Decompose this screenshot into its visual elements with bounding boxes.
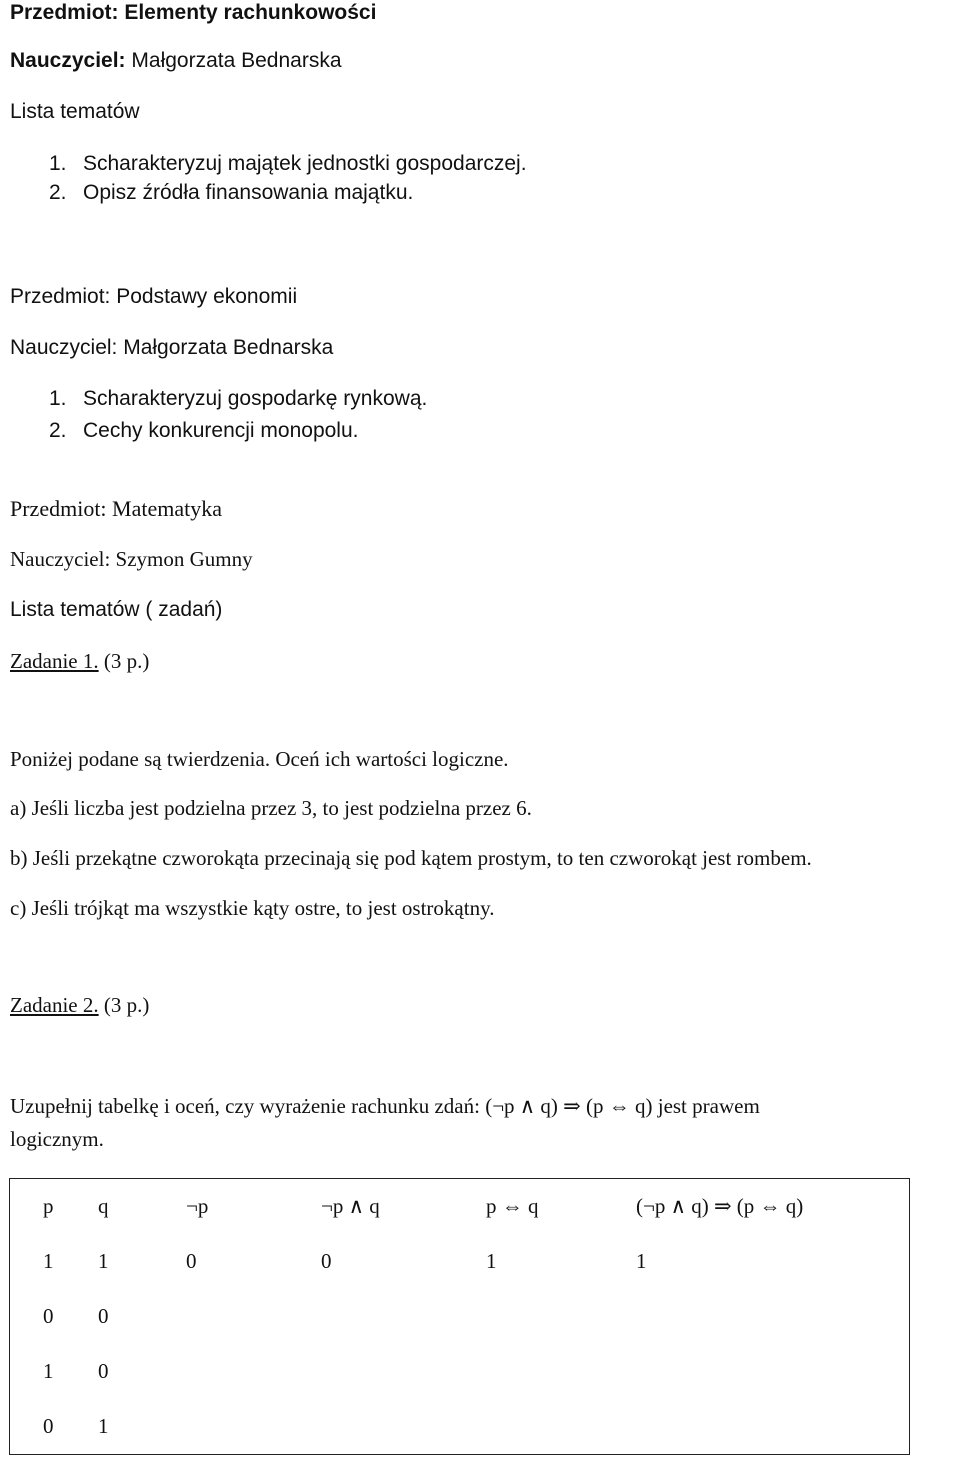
- list-item-text: Cechy konkurencji monopolu.: [83, 419, 359, 442]
- task-2-heading: [10, 992, 149, 1018]
- task-2-points: (3 p.): [103, 993, 150, 1017]
- table-cell: [186, 1399, 321, 1455]
- table-cell: [321, 1344, 486, 1399]
- table-header-row: [10, 1179, 910, 1235]
- list-item-text: Scharakteryzuj majątek jednostki gospodarczej.: [83, 152, 527, 175]
- table-cell: 0: [186, 1249, 197, 1273]
- list-item-number: 2.: [49, 181, 67, 204]
- subject-title-math: Przedmiot: Matematyka: [10, 496, 222, 521]
- table-row: [10, 1289, 910, 1344]
- table-cell: [186, 1289, 321, 1344]
- header-cell: p: [43, 1194, 54, 1218]
- list-item-text: Scharakteryzuj gospodarkę rynkową.: [83, 387, 428, 410]
- header-cell: q: [98, 1194, 109, 1218]
- table-cell: 0: [43, 1304, 54, 1328]
- teacher-name: Małgorzata Bednarska: [131, 49, 342, 72]
- list-item-number: 1.: [49, 152, 67, 175]
- list-item-number: 2.: [49, 419, 67, 442]
- task-1-heading: [10, 648, 149, 674]
- list-item-number: 1.: [49, 387, 67, 410]
- header-cell: (¬p ∧ q) ⇒ (p ⇔ q): [636, 1194, 804, 1218]
- task-1-intro: Poniżej podane są twierdzenia. Oceń ich wartości logiczne.: [10, 747, 509, 771]
- statement-a: a) Jeśli liczba jest podzielna przez 3, to jest podzielna przez 6.: [10, 796, 532, 820]
- subject-title-economics: Przedmiot: Podstawy ekonomii: [10, 285, 298, 308]
- list-item: [49, 386, 427, 412]
- table-row: [10, 1399, 910, 1455]
- list-item: [49, 418, 358, 444]
- table-cell: [486, 1399, 636, 1455]
- header-cell: ¬p: [186, 1194, 209, 1218]
- teacher-line-accounting: [10, 48, 342, 74]
- list-item: [49, 151, 527, 177]
- teacher-label: Nauczyciel:: [10, 49, 126, 72]
- table-cell: 1: [43, 1359, 54, 1383]
- table-row: [10, 1344, 910, 1399]
- subject-title-accounting: Przedmiot: Elementy rachunkowości: [10, 1, 377, 24]
- topic-list-title: Lista tematów: [10, 100, 140, 123]
- table-cell: [636, 1344, 910, 1399]
- list-item: [49, 180, 413, 206]
- table-cell: [636, 1399, 910, 1455]
- statement-c: c) Jeśli trójkąt ma wszystkie kąty ostre, to jest ostrokątny.: [10, 896, 495, 920]
- table-row: [10, 1234, 910, 1289]
- table-cell: [636, 1289, 910, 1344]
- table-cell: [486, 1344, 636, 1399]
- table-cell: 1: [43, 1249, 54, 1273]
- table-cell: [321, 1399, 486, 1455]
- teacher-line-economics: Nauczyciel: Małgorzata Bednarska: [10, 336, 334, 359]
- table-cell: 0: [321, 1249, 332, 1273]
- table-cell: 0: [98, 1359, 109, 1383]
- table-cell: 1: [98, 1414, 109, 1438]
- table-cell: [486, 1289, 636, 1344]
- task-2-instruction-line-2: logicznym.: [10, 1127, 104, 1151]
- statement-b: b) Jeśli przekątne czworokąta przecinają się pod kątem prostym, to ten czworokąt jest rombem.: [10, 846, 812, 870]
- teacher-line-math: Nauczyciel: Szymon Gumny: [10, 547, 253, 571]
- table-cell: [186, 1344, 321, 1399]
- table-cell: 1: [98, 1249, 109, 1273]
- header-cell: p ⇔ q: [486, 1194, 539, 1218]
- task-2-instruction-line-1: Uzupełnij tabelkę i oceń, czy wyrażenie rachunku zdań: (¬p ∧ q) ⇒ (p ⇔ q) jest prawem: [10, 1094, 760, 1118]
- table-cell: [321, 1289, 486, 1344]
- truth-table: [9, 1178, 910, 1455]
- list-item-text: Opisz źródła finansowania majątku.: [83, 181, 414, 204]
- header-cell: ¬p ∧ q: [321, 1194, 380, 1218]
- task-2-title: Zadanie 2.: [10, 993, 99, 1017]
- task-1-points: (3 p.): [103, 649, 150, 673]
- task-1-title: Zadanie 1.: [10, 649, 99, 673]
- table-cell: 0: [98, 1304, 109, 1328]
- topic-list-title-math: Lista tematów ( zadań): [10, 598, 223, 621]
- table-cell: 1: [486, 1249, 497, 1273]
- table-cell: 1: [636, 1249, 647, 1273]
- table-cell: 0: [43, 1414, 54, 1438]
